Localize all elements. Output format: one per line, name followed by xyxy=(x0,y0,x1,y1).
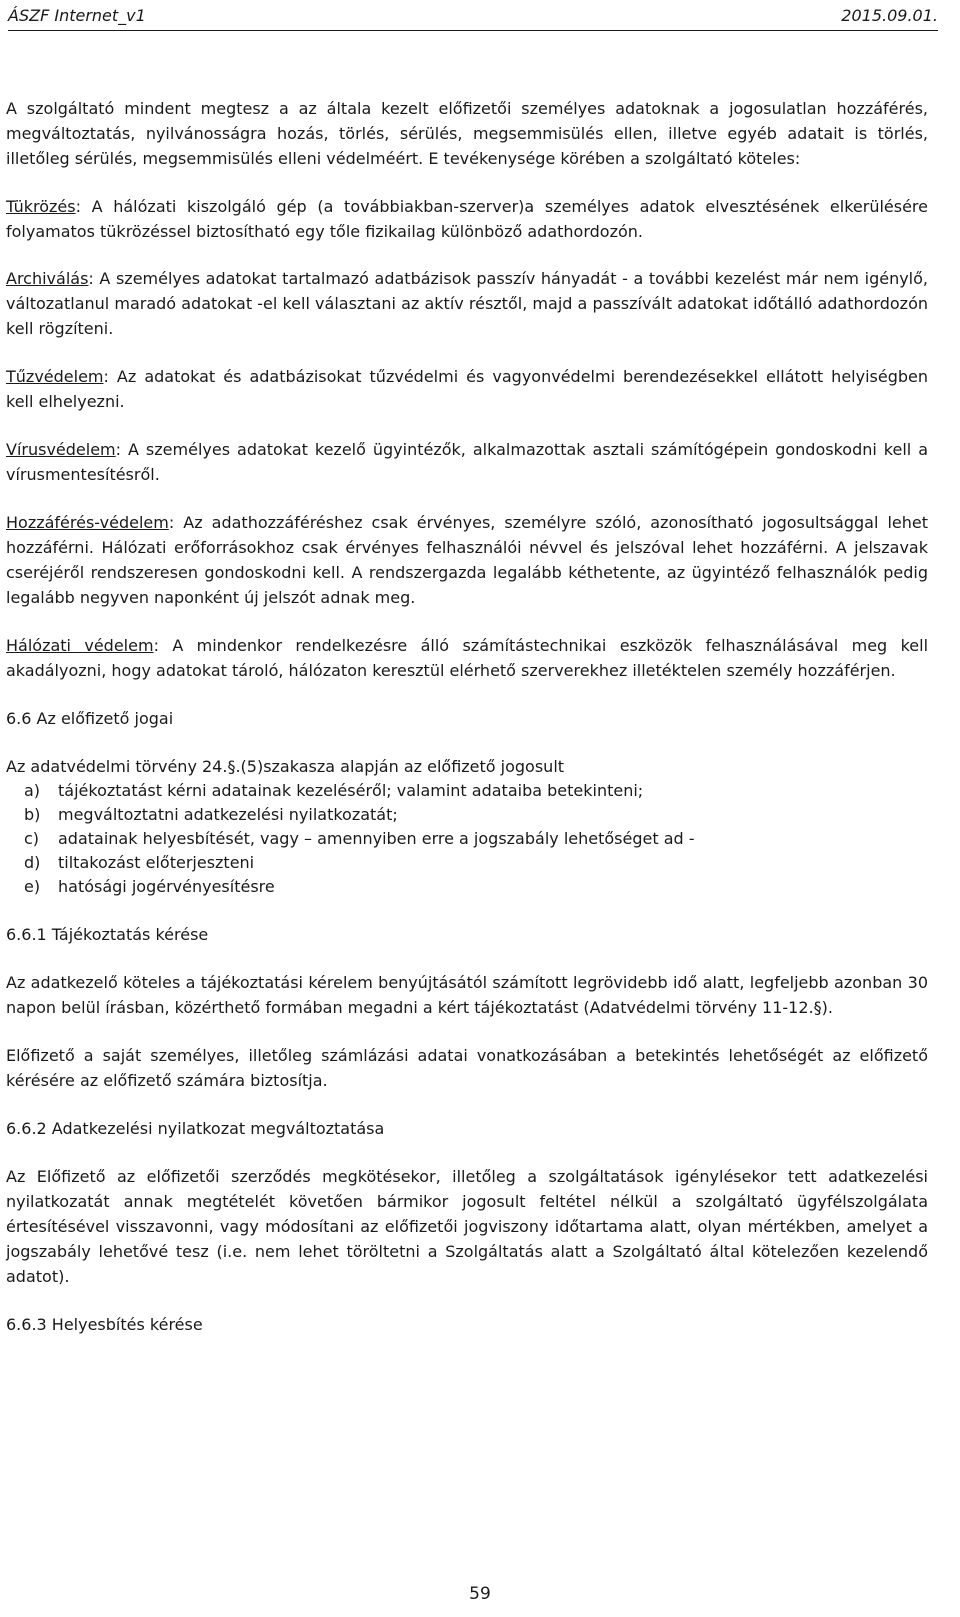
list-item-text: tájékoztatást kérni adatainak kezeléséről; valamint adataiba betekinteni; xyxy=(58,781,644,800)
virus-protection-text: : A személyes adatokat kezelő ügyintézők, alkalmazottak asztali számítógépein gondoskodni kell a vírusmentesítésről. xyxy=(6,440,928,484)
section-heading-6-6-3: 6.6.3 Helyesbítés kérése xyxy=(6,1315,203,1334)
fire-protection-term: Tűzvédelem xyxy=(6,367,104,386)
archiving-paragraph xyxy=(6,266,928,341)
document-date: 2015.09.01. xyxy=(841,6,938,25)
mirroring-term: Tükrözés xyxy=(6,197,76,216)
page-header xyxy=(8,4,938,31)
access-protection-paragraph xyxy=(6,510,928,610)
virus-protection-paragraph xyxy=(6,437,928,487)
section-heading-6-6-1: 6.6.1 Tájékoztatás kérése xyxy=(6,925,209,944)
mirroring-paragraph xyxy=(6,194,928,244)
list-item xyxy=(6,851,928,875)
page-number: 59 xyxy=(469,1584,491,1604)
section-heading-6-6-2: 6.6.2 Adatkezelési nyilatkozat megváltoztatása xyxy=(6,1119,385,1138)
archiving-text: : A személyes adatokat tartalmazó adatbázisok passzív hányadát - a további kezelést már nem igénylő, változatlanul maradó adatokat -el kell választani az aktív résztől, majd a passzívált adatokat időtálló adathordozón kell rögzíteni. xyxy=(6,269,928,338)
rights-intro: Az adatvédelmi törvény 24.§.(5)szakasza alapján az előfizető jogosult xyxy=(6,757,565,776)
fire-protection-paragraph xyxy=(6,364,928,414)
list-item xyxy=(6,779,928,803)
intro-paragraph: A szolgáltató mindent megtesz a az általa kezelt előfizetői személyes adatoknak a jogosulatlan hozzáférés, megváltoztatás, nyilvánosságra hozás, törlés, sérülés, megsemmisülés ellen, illetve egyéb adatait is törlés, illetőleg sérülés, megsemmisülés elleni védelméért. E tevékenysége körében a szolgáltató köteles: xyxy=(6,99,928,168)
list-marker: e) xyxy=(24,877,41,896)
archiving-term: Archiválás xyxy=(6,269,89,288)
list-item xyxy=(6,827,928,851)
list-marker: d) xyxy=(24,853,41,872)
network-protection-text: : A mindenkor rendelkezésre álló számítástechnikai eszközök felhasználásával meg kell akadályozni, hogy adatokat tároló, hálózaton keresztül elérhető szerverekhez illetéktelen személy hozzáférjen. xyxy=(6,636,929,680)
list-item xyxy=(6,803,928,827)
section-heading-6-6: 6.6 Az előfizető jogai xyxy=(6,709,174,728)
mirroring-text: : A hálózati kiszolgáló gép (a továbbiakban-szerver)a személyes adatok elvesztésének elkerülésére folyamatos tükrözéssel biztosítható egy tőle fizikailag különböző adathordozón. xyxy=(6,197,928,241)
rights-list xyxy=(6,779,928,899)
list-item-text: tiltakozást előterjeszteni xyxy=(58,853,255,872)
information-paragraph-2: Előfizető a saját személyes, illetőleg számlázási adatai vonatkozásában a betekintés lehetőségét az előfizető kérésére az előfizető számára biztosítja. xyxy=(6,1046,928,1090)
virus-protection-term: Vírusvédelem xyxy=(6,440,116,459)
list-marker: a) xyxy=(24,781,41,800)
list-marker: c) xyxy=(24,829,40,848)
list-item-text: hatósági jogérvényesítésre xyxy=(58,877,275,896)
document-title: ÁSZF Internet_v1 xyxy=(8,6,146,25)
access-protection-text: : Az adathozzáféréshez csak érvényes, személyre szóló, azonosítható jogosultsággal lehet hozzáférni. Hálózati erőforrásokhoz csak érvényes felhasználói névvel és jelszóval lehet hozzáférni. A jelszavak cseréjéről rendszeresen gondoskodni kell. A rendszergazda legalább kéthetente, az ügyintéző felhasználók pedig legalább negyven naponként új jelszót adnak meg. xyxy=(6,513,928,607)
list-item-text: adatainak helyesbítését, vagy – amennyiben erre a jogszabály lehetőséget ad - xyxy=(58,829,695,848)
list-marker: b) xyxy=(24,805,41,824)
access-protection-term: Hozzáférés-védelem xyxy=(6,513,169,532)
list-item xyxy=(6,875,928,899)
network-protection-paragraph xyxy=(6,633,928,683)
network-protection-term: Hálózati védelem xyxy=(6,636,154,655)
information-paragraph-1: Az adatkezelő köteles a tájékoztatási kérelem benyújtásától számított legrövidebb idő alatt, legfeljebb azonban 30 napon belül írásban, közérthető formában megadni a kért tájékoztatást (Adatvédelmi törvény 11-12.§). xyxy=(6,973,928,1017)
fire-protection-text: : Az adatokat és adatbázisokat tűzvédelmi és vagyonvédelmi berendezésekkel ellátott helyiségben kell elhelyezni. xyxy=(6,367,928,411)
list-item-text: megváltoztatni adatkezelési nyilatkozatát; xyxy=(58,805,398,824)
document-body xyxy=(6,96,928,1360)
declaration-paragraph: Az Előfizető az előfizetői szerződés megkötésekor, illetőleg a szolgáltatások igénylésekor tett adatkezelési nyilatkozatát annak megtételét követően bármikor jogosult feltétel nélkül a szolgáltató ügyfélszolgálata értesítésével visszavonni, vagy módosítani az előfizetői jogviszony időtartama alatt, olyan mértékben, amelyet a jogszabály lehetővé tesz (i.e. nem lehet töröltetni a Szolgáltatás alatt a Szolgáltató által kötelezően kezelendő adatot). xyxy=(6,1167,928,1286)
